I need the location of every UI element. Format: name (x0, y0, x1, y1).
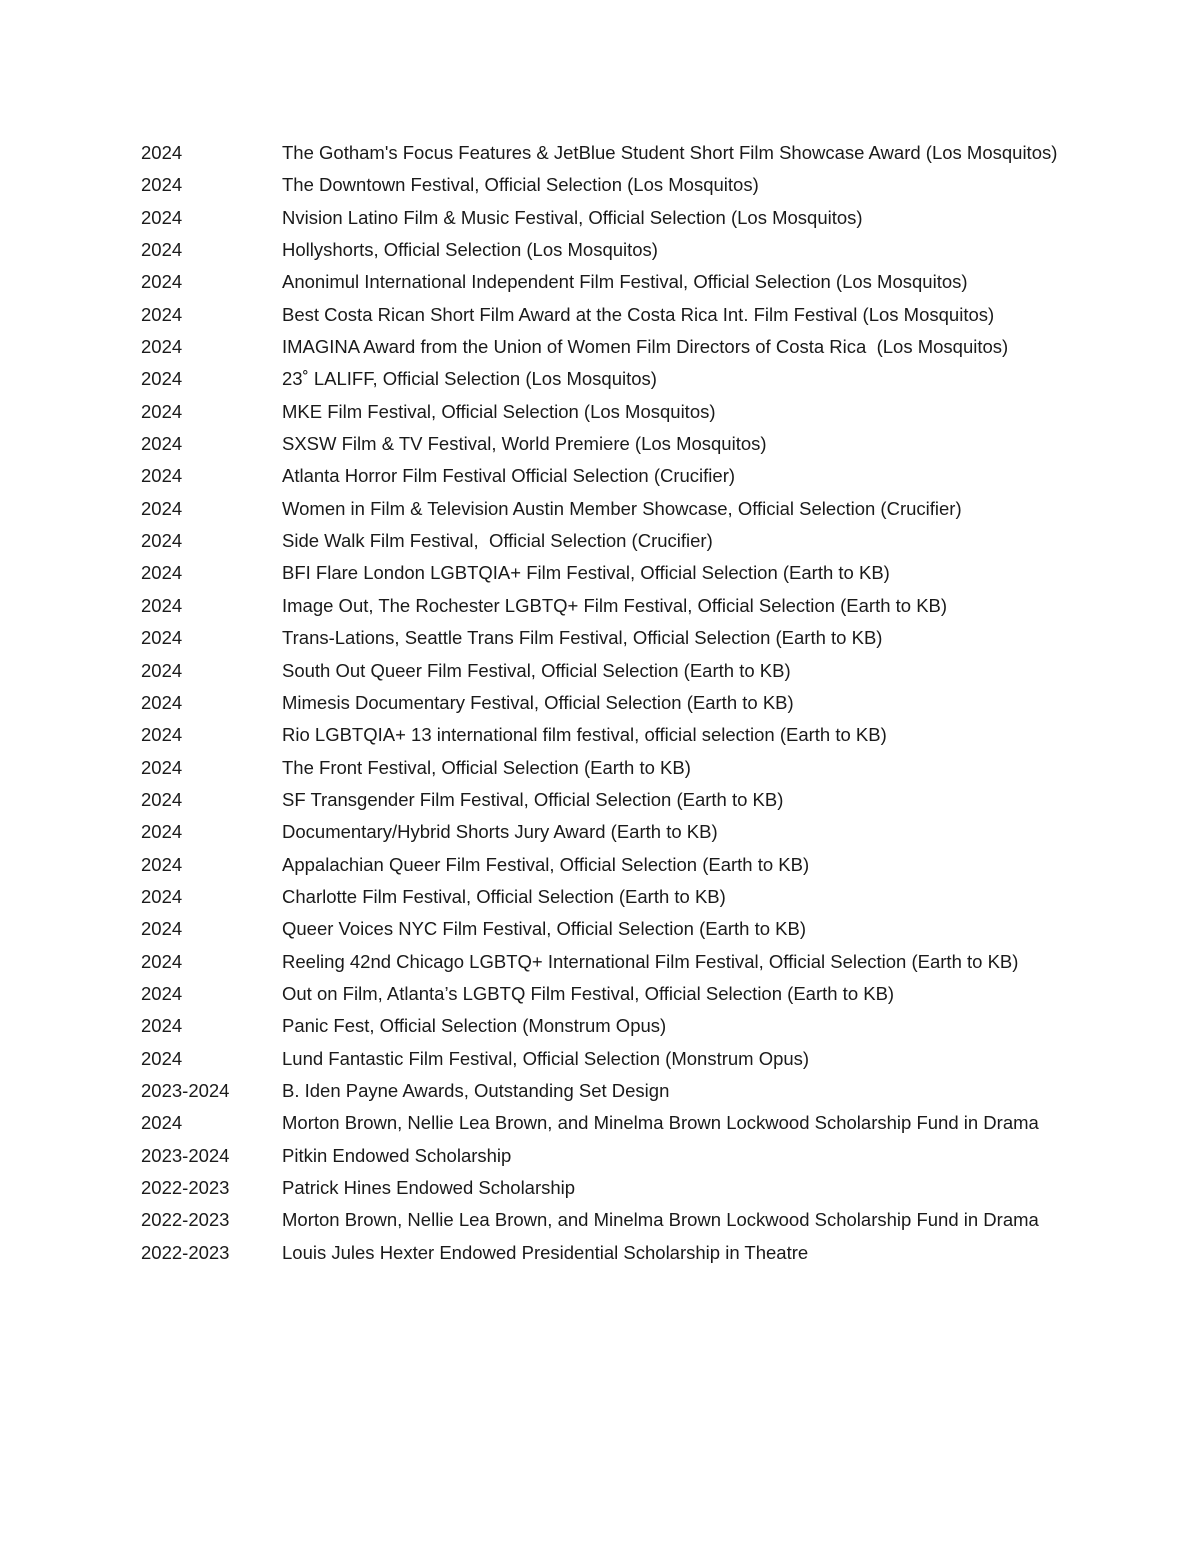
award-year: 2024 (141, 950, 183, 972)
award-year: 2024 (141, 239, 183, 261)
award-entry: Women in Film & Television Austin Member Showcase, Official Selection (Crucifier) (282, 497, 962, 519)
award-row (141, 428, 1071, 460)
award-entry: Louis Jules Hexter Endowed Presidential Scholarship in Theatre (282, 1241, 809, 1263)
award-entry: Morton Brown, Nellie Lea Brown, and Minelma Brown Lockwood Scholarship Fund in Drama (282, 1112, 1039, 1134)
award-row (141, 881, 1071, 913)
award-year: 2024 (141, 821, 183, 843)
award-year: 2024 (141, 1015, 183, 1037)
award-row (141, 525, 1071, 557)
award-year: 2024 (141, 562, 183, 584)
award-entry: Out on Film, Atlanta’s LGBTQ Film Festival, Official Selection (Earth to KB) (282, 982, 895, 1004)
awards-list (141, 137, 1071, 1269)
award-row (141, 1075, 1071, 1107)
award-year: 2024 (141, 756, 183, 778)
award-entry: IMAGINA Award from the Union of Women Film Directors of Costa Rica (Los Mosquitos) (282, 336, 1009, 358)
award-entry: Rio LGBTQIA+ 13 international film festival, official selection (Earth to KB) (282, 724, 887, 746)
award-entry: The Gotham's Focus Features & JetBlue Student Short Film Showcase Award (Los Mosquitos) (282, 142, 1058, 163)
award-entry: The Downtown Festival, Official Selection (Los Mosquitos) (282, 174, 759, 196)
award-row (141, 137, 1071, 169)
award-row (141, 493, 1071, 525)
award-year: 2024 (141, 206, 183, 228)
award-entry: Reeling 42nd Chicago LGBTQ+ International Film Festival, Official Selection (Earth to KB) (282, 950, 1019, 972)
award-row (141, 784, 1071, 816)
award-year: 2024 (141, 788, 183, 810)
award-year: 2022-2023 (141, 1209, 230, 1231)
award-row (141, 1172, 1071, 1204)
award-entry: Atlanta Horror Film Festival Official Selection (Crucifier) (282, 465, 736, 487)
award-year: 2024 (141, 853, 183, 875)
award-entry: Nvision Latino Film & Music Festival, Official Selection (Los Mosquitos) (282, 206, 863, 228)
award-year: 2024 (141, 303, 183, 325)
award-entry: Pitkin Endowed Scholarship (282, 1144, 512, 1166)
award-row (141, 1140, 1071, 1172)
award-year: 2024 (141, 368, 183, 390)
award-row (141, 1237, 1071, 1269)
award-row (141, 1010, 1071, 1042)
award-entry: Lund Fantastic Film Festival, Official Selection (Monstrum Opus) (282, 1047, 810, 1069)
award-row (141, 266, 1071, 298)
award-year: 2024 (141, 1047, 183, 1069)
award-year: 2024 (141, 1112, 183, 1134)
award-row (141, 363, 1071, 395)
award-year: 2022-2023 (141, 1177, 230, 1198)
award-row (141, 234, 1071, 266)
award-entry: BFI Flare London LGBTQIA+ Film Festival, Official Selection (Earth to KB) (282, 562, 890, 584)
award-entry: Charlotte Film Festival, Official Selection (Earth to KB) (282, 885, 726, 907)
award-row (141, 557, 1071, 589)
award-entry: 23˚ LALIFF, Official Selection (Los Mosquitos) (282, 368, 657, 390)
award-entry: Morton Brown, Nellie Lea Brown, and Minelma Brown Lockwood Scholarship Fund in Drama (282, 1209, 1039, 1231)
award-entry: The Front Festival, Official Selection (Earth to KB) (282, 756, 691, 778)
award-row (141, 299, 1071, 331)
award-entry: South Out Queer Film Festival, Official Selection (Earth to KB) (282, 659, 791, 681)
award-row (141, 1043, 1071, 1075)
award-year: 2022-2023 (141, 1241, 230, 1263)
award-year: 2024 (141, 336, 183, 358)
award-row (141, 331, 1071, 363)
award-year: 2024 (141, 627, 183, 649)
award-year: 2024 (141, 400, 183, 422)
award-year: 2024 (141, 982, 183, 1004)
award-year: 2024 (141, 691, 183, 713)
award-year: 2024 (141, 142, 183, 163)
award-year: 2023-2024 (141, 1144, 230, 1166)
award-row (141, 849, 1071, 881)
award-row (141, 622, 1071, 654)
award-entry: Panic Fest, Official Selection (Monstrum Opus) (282, 1015, 667, 1037)
award-row (141, 816, 1071, 848)
award-entry: B. Iden Payne Awards, Outstanding Set Design (282, 1079, 670, 1101)
award-entry: Hollyshorts, Official Selection (Los Mosquitos) (282, 239, 658, 261)
award-entry: Side Walk Film Festival, Official Selection (Crucifier) (282, 530, 713, 552)
award-entry: Trans-Lations, Seattle Trans Film Festival, Official Selection (Earth to KB) (282, 627, 883, 649)
award-row (141, 396, 1071, 428)
award-entry: MKE Film Festival, Official Selection (Los Mosquitos) (282, 400, 716, 422)
award-year: 2024 (141, 174, 183, 196)
award-year: 2024 (141, 918, 183, 940)
award-row (141, 978, 1071, 1010)
award-row (141, 913, 1071, 945)
award-row (141, 719, 1071, 751)
award-entry: Best Costa Rican Short Film Award at the Costa Rica Int. Film Festival (Los Mosquitos) (282, 303, 995, 325)
award-row (141, 460, 1071, 492)
award-entry: Appalachian Queer Film Festival, Official Selection (Earth to KB) (282, 853, 810, 875)
award-row (141, 946, 1071, 978)
award-year: 2023-2024 (141, 1079, 230, 1101)
award-entry: Patrick Hines Endowed Scholarship (282, 1177, 576, 1198)
award-row (141, 752, 1071, 784)
award-row (141, 687, 1071, 719)
award-row (141, 202, 1071, 234)
award-entry: Image Out, The Rochester LGBTQ+ Film Festival, Official Selection (Earth to KB) (282, 594, 948, 616)
award-row (141, 169, 1071, 201)
award-year: 2024 (141, 724, 183, 746)
award-entry: Queer Voices NYC Film Festival, Official Selection (Earth to KB) (282, 918, 807, 940)
award-row (141, 1204, 1071, 1236)
award-year: 2024 (141, 530, 183, 552)
award-entry: SF Transgender Film Festival, Official Selection (Earth to KB) (282, 788, 784, 810)
award-entry: SXSW Film & TV Festival, World Premiere (Los Mosquitos) (282, 433, 767, 455)
award-year: 2024 (141, 659, 183, 681)
award-entry: Mimesis Documentary Festival, Official Selection (Earth to KB) (282, 691, 794, 713)
award-year: 2024 (141, 594, 183, 616)
award-year: 2024 (141, 497, 183, 519)
award-year: 2024 (141, 271, 183, 293)
award-row (141, 590, 1071, 622)
award-entry: Anonimul International Independent Film Festival, Official Selection (Los Mosquitos) (282, 271, 968, 293)
award-year: 2024 (141, 433, 183, 455)
award-entry: Documentary/Hybrid Shorts Jury Award (Earth to KB) (282, 821, 718, 843)
award-year: 2024 (141, 885, 183, 907)
award-row (141, 1107, 1071, 1139)
award-row (141, 655, 1071, 687)
award-year: 2024 (141, 465, 183, 487)
